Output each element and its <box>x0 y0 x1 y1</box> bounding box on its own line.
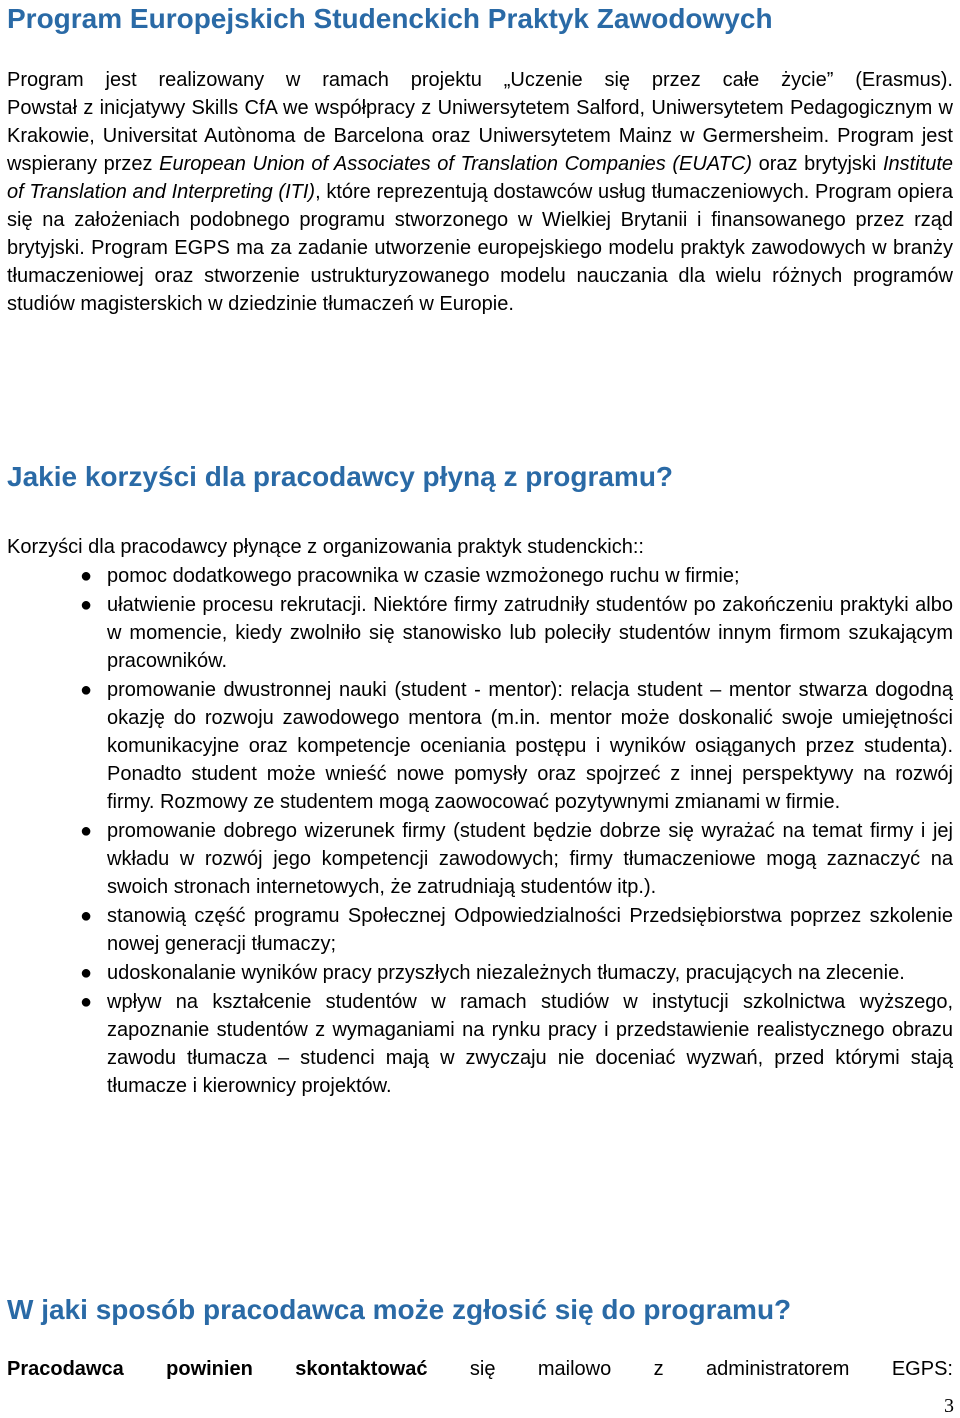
list-item-text: wpływ na kształcenie studentów w ramach studiów w instytucji szkolnictwa wyższego, zapoznanie studentów z wymaganiami na rynku pracy i przedstawienie realistycznego obrazu zawodu tłumacza – studenci mają w zwyczaju nie doceniać wyzwań, przed którymi stają tłumacze i kierownicy projektów. <box>107 991 953 1097</box>
list-item <box>7 959 953 987</box>
intro-text-part2: oraz brytyjski <box>752 153 883 175</box>
intro-text-part1: Powstał z inicjatywy Skills CfA we współpracy z Uniwersytetem Salford, Uniwersytetem Pedagogicznym w Krakowie, Universitat Autònoma de Barcelona oraz Uniwersytetem Mainz w Germersheim. Program jest wspierany przez <box>7 97 953 175</box>
bullet-icon: ● <box>80 991 93 1013</box>
list-item <box>7 902 953 958</box>
bullet-icon: ● <box>80 679 93 701</box>
intro-iti: Institute of Translation and Interpreting (ITI) <box>7 153 954 203</box>
intro-body <box>7 94 953 318</box>
list-item-text: ułatwienie procesu rekrutacji. Niektóre firmy zatrudniły studentów po zakończeniu praktyki albo w momencie, kiedy zwolniło się stanowisko lub poleciły studentów innym firmom szukającym pracowników. <box>107 594 953 672</box>
list-item-text: promowanie dwustronnej nauki (student - mentor): relacja student – mentor stwarza dogodną okazję do rozwoju zawodowego mentora (m.in. mentor może doskonalić swoje umiejętności komunikacyjne oraz kompetencje oceniania postępu i wyników osiąganych przez studenta). Ponadto student może wnieść nowe pomysły oraz spojrzeć z innej perspektywy na rozwój firmy. Rozmowy ze studentem mogą zaowocować pozytywnymi zmianami w firmie. <box>107 679 953 813</box>
contact-paragraph <box>7 1355 953 1383</box>
list-item <box>7 988 953 1100</box>
list-item-text: promowanie dobrego wizerunek firmy (student będzie dobrze się wyrażać na temat firmy i jej wkładu w rozwój jego kompetencji zawodowych; firmy tłumaczeniowe mogą zaznaczyć na swoich stronach internetowych, że zatrudniają studentów itp.). <box>107 820 953 898</box>
benefits-list <box>7 562 953 1101</box>
bullet-icon: ● <box>80 820 93 842</box>
bullet-icon: ● <box>80 565 93 587</box>
list-item <box>7 676 953 816</box>
list-item <box>7 591 953 675</box>
benefits-lead: Korzyści dla pracodawcy płynące z organizowania praktyk studenckich:: <box>7 536 644 558</box>
contact-rest: się mailowo z administratorem EGPS: <box>427 1358 953 1380</box>
benefits-heading: Jakie korzyści dla pracodawcy płyną z programu? <box>7 461 674 492</box>
list-item <box>7 562 953 590</box>
intro-paragraph <box>7 66 953 318</box>
apply-heading: W jaki sposób pracodawca może zgłosić się do programu? <box>7 1294 792 1325</box>
list-item-text: stanowią część programu Społecznej Odpowiedzialności Przedsiębiorstwa poprzez szkolenie nowej generacji tłumaczy; <box>107 905 953 955</box>
list-item-text: pomoc dodatkowego pracownika w czasie wzmożonego ruchu w firmie; <box>107 565 740 587</box>
main-heading: Program Europejskich Studenckich Praktyk Zawodowych <box>7 3 773 34</box>
intro-first-line: Program jest realizowany w ramach projektu „Uczenie się przez całe życie” (Erasmus). <box>7 69 953 91</box>
list-item-text: udoskonalanie wyników pracy przyszłych niezależnych tłumaczy, pracujących na zlecenie. <box>107 962 905 984</box>
bullet-icon: ● <box>80 905 93 927</box>
contact-bold: Pracodawca powinien skontaktować <box>7 1358 428 1380</box>
bullet-icon: ● <box>80 594 93 616</box>
intro-text-part3: , które reprezentują dostawców usług tłumaczeniowych. Program opiera się na założeniach podobnego programu stworzonego w Wielkiej Brytanii i finansowanego przez rząd brytyjski. Program EGPS ma za zadanie utworzenie europejskiego modelu praktyk zawodowych w branży tłumaczeniowej oraz stworzenie ustrukturyzowanego modelu nauczania dla wielu różnych programów studiów magisterskich w dziedzinie tłumaczeń w Europie. <box>7 181 953 315</box>
intro-euatc: European Union of Associates of Translation Companies (EUATC) <box>159 153 752 175</box>
page-number: 3 <box>944 1395 954 1417</box>
bullet-icon: ● <box>80 962 93 984</box>
list-item <box>7 817 953 901</box>
